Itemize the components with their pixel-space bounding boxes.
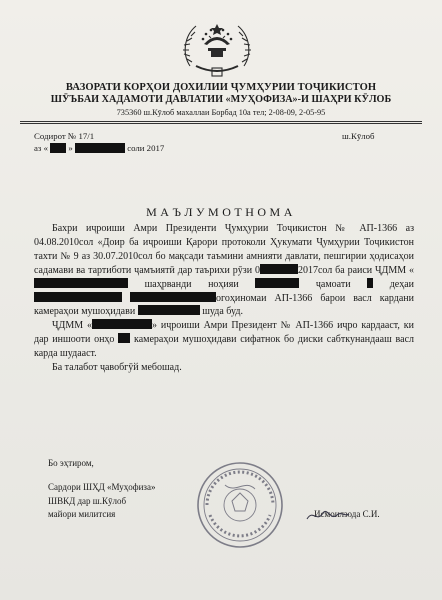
document-title: МАЪЛУМОТНОМА — [146, 205, 296, 219]
official-stamp-icon — [195, 459, 285, 551]
redaction-block — [34, 292, 122, 302]
document-body — [34, 222, 414, 375]
body-text: шаҳрванди ноҳияи — [144, 278, 239, 290]
body-paragraph-3 — [34, 361, 414, 375]
body-text: 2017сол ба раиси — [297, 264, 373, 276]
date-prefix: аз « — [34, 143, 48, 153]
redaction-block — [118, 333, 130, 343]
outgoing-number-label: Содирот № 17/1 — [34, 131, 95, 141]
redaction-block — [75, 143, 125, 153]
redaction-block — [138, 305, 200, 315]
date-line — [34, 143, 164, 153]
signatory-role — [48, 481, 155, 522]
body-text: ҶДММ « — [375, 264, 415, 276]
body-text: Бахри иҷроиши Амри Президенти Ҷумҳурии Тоҷикистон № АП-1366 — [52, 223, 398, 234]
body-paragraph-2 — [34, 319, 414, 361]
city-label: ш.Кӯлоб — [342, 131, 375, 141]
body-paragraph-1 — [34, 222, 414, 319]
date-mid: » — [68, 143, 73, 153]
signatory-role-line: ШВКД дар ш.Кӯлоб — [48, 495, 127, 506]
body-text: ҷамоати — [315, 278, 351, 290]
department-address: 735360 ш.Кӯлоб махаллаи Борбад 10а тел; 2-08-09, 2-05-95 — [116, 108, 326, 117]
body-text: амнияти давлати, пешгирии ҳодисаҳои садамави ва тартиботи ҷамъиятӣ — [34, 250, 415, 276]
body-text: огоҳиномаи АП-1366 барои васл кардани камераҳои мушоҳидави — [34, 292, 414, 318]
redaction-block — [255, 278, 299, 288]
state-emblem-icon — [176, 14, 258, 80]
signatory-role-line: майори милитсия — [48, 509, 116, 519]
body-text: диски сабткунандааш васл карда шудааст. — [34, 334, 415, 360]
body-text: Ҷумҳурии Тоҷикистон тахти № 9 аз 30.07.2010сол бо мақсади таъмини — [34, 236, 415, 262]
ministry-name: ВАЗОРАТИ КОРҲОИ ДОХИЛИИ ҶУМҲУРИИ ТОҶИКИСТОН — [65, 82, 377, 93]
body-text: камераҳои мушоҳидави сифатнок бо — [134, 334, 295, 346]
body-text: » иҷроиши Амри Президент № АП-1366 иҷро — [152, 320, 358, 332]
body-text: деҳаи — [389, 278, 415, 290]
body-text: дар таърихи рӯзи 0 — [177, 264, 260, 276]
redaction-block — [367, 278, 373, 288]
closing-respect: Бо эҳтиром, — [48, 458, 94, 468]
signatory-name: Исмоилзода С.И. — [314, 509, 380, 519]
date-suffix: соли 2017 — [127, 143, 165, 153]
body-text: ҶДММ « — [52, 320, 92, 332]
handwritten-signature-icon — [305, 505, 350, 525]
redaction-block — [260, 264, 298, 274]
outgoing-number — [34, 131, 94, 141]
redaction-block — [50, 143, 66, 153]
redaction-block — [92, 319, 152, 329]
body-text: кардааст, ки дар иншооти онҳо — [34, 320, 415, 346]
department-name: ШӮЪБАИ ХАДАМОТИ ДАВЛАТИИ «МУҲОФИЗА»-И ШАҲРИ КӮЛОБ — [50, 94, 392, 105]
body-text: шуда буд. — [202, 306, 243, 318]
header-rule-1 — [20, 121, 422, 122]
body-text: аз 04.08.2010сол «Доир ба иҷроиши Қарори протоколи Ҳукумати — [34, 223, 415, 248]
signatory-role-line: Сардори ШҲД «Муҳофиза» — [48, 482, 156, 492]
redaction-block — [130, 292, 216, 302]
body-text: Ба талабот ҷавобгӯй мебошад. — [52, 362, 182, 374]
header-rule-2 — [20, 123, 422, 124]
redaction-block — [34, 278, 128, 288]
